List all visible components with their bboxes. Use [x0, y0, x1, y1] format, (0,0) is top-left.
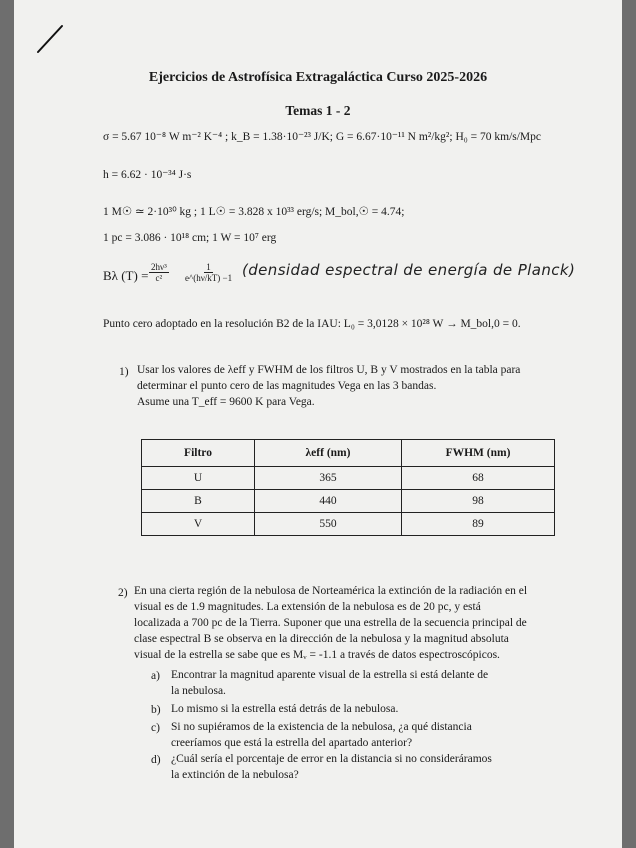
exercise-2-number: 2) [118, 587, 128, 599]
exercise-1-line-1: Usar los valores de λeff y FWHM de los filtros U, B y V mostrados en la tabla para [137, 364, 521, 376]
exercise-2-line-5: visual de la estrella se sabe que es Mᵥ = -1.1 a través de datos espectroscópicos. [134, 649, 500, 661]
subitem-c-letter: c) [151, 722, 160, 734]
header-filter: Filtro [142, 440, 255, 467]
exercise-2-text [134, 583, 552, 663]
subitem-b: Lo mismo si la estrella está detrás de la nebulosa. [171, 703, 399, 715]
exercise-1-number: 1) [119, 366, 129, 378]
subitem-b-letter: b) [151, 704, 161, 716]
constants-line-4: 1 pc = 3.086 · 10¹⁸ cm; 1 W = 10⁷ erg [103, 232, 277, 244]
zero-point-line: Punto cero adoptado en la resolución B2 de la IAU: L₀ = 3,0128 × 10²⁸ W → M_bol,0 = 0. [103, 318, 521, 330]
exercise-1-line-2: determinar el punto cero de las magnitudes Vega en las 3 bandas. [137, 380, 437, 392]
subitem-d-letter: d) [151, 754, 161, 766]
planck-den-1: c² [155, 273, 163, 283]
planck-fraction-2 [185, 262, 232, 283]
handwritten-note: (densidad espectral de energía de Planck) [242, 261, 576, 279]
constants-line-1: σ = 5.67 10⁻⁸ W m⁻² K⁻⁴ ; k_B = 1.38·10⁻²³ J/K; G = 6.67·10⁻¹¹ N m²/kg²; H₀ = 70 km/s/Mpc [103, 131, 542, 143]
exercise-2-line-4: clase espectral B se observa en la dirección de la nebulosa y la magnitud absoluta [134, 633, 509, 645]
subitem-a: Encontrar la magnitud aparente visual de la estrella si está delante de la nebulosa. [171, 669, 489, 697]
cell-lambda: 365 [255, 467, 402, 490]
cell-fwhm: 98 [402, 490, 555, 513]
cell-filter: V [142, 513, 255, 536]
cell-filter: U [142, 467, 255, 490]
exercise-2-line-3: localizada a 700 pc de la Tierra. Suponer que una estrella de la secuencia principal de [134, 617, 527, 629]
cell-lambda: 440 [255, 490, 402, 513]
subitem-a-letter: a) [151, 670, 160, 682]
header-lambda: λeff (nm) [255, 440, 402, 467]
header-fwhm: FWHM (nm) [402, 440, 555, 467]
planck-den-2: e^(hν/kT) −1 [185, 273, 233, 283]
cell-lambda: 550 [255, 513, 402, 536]
planck-formula [103, 262, 583, 292]
page-subtitle: Temas 1 - 2 [285, 103, 351, 118]
planck-num-1: 2hν³ [151, 262, 167, 272]
planck-num-2: 1 [206, 262, 211, 272]
cell-fwhm: 89 [402, 513, 555, 536]
cell-filter: B [142, 490, 255, 513]
exercise-2-line-1: En una cierta región de la nebulosa de Norteamérica la extinción de la radiación en el [134, 585, 528, 597]
planck-fraction-1 [149, 262, 169, 283]
table-row [142, 490, 555, 513]
exercise-1-line-3: Asume una T_eff = 9600 K para Vega. [137, 396, 315, 408]
exercise-1-text [137, 362, 550, 410]
constants-line-2: h = 6.62 · 10⁻³⁴ J·s [103, 169, 192, 181]
exercise-2-line-2: visual es de 1.9 magnitudes. La extensión de la nebulosa es de 20 pc, y está [134, 601, 481, 613]
constants-line-3: 1 M☉ ≃ 2·10³⁰ kg ; 1 L☉ = 3.828 x 10³³ erg/s; M_bol,☉ = 4.74; [103, 206, 405, 218]
table-header-row [142, 440, 555, 467]
exam-sheet [14, 0, 622, 848]
pen-stroke-mark [34, 20, 74, 60]
subitem-d: ¿Cuál sería el porcentaje de error en la distancia si no consideráramos la extinción de la nebulosa? [171, 753, 492, 781]
page-title: Ejercicios de Astrofísica Extragaláctica Curso 2025-2026 [148, 70, 488, 85]
table-row [142, 467, 555, 490]
subitem-c: Si no supiéramos de la existencia de la nebulosa, ¿a qué distancia creeríamos que está la estrella del apartado anterior? [171, 721, 472, 749]
table-row [142, 513, 555, 536]
planck-lhs: Bλ (T) = [103, 268, 149, 283]
cell-fwhm: 68 [402, 467, 555, 490]
filters-table [141, 439, 555, 536]
